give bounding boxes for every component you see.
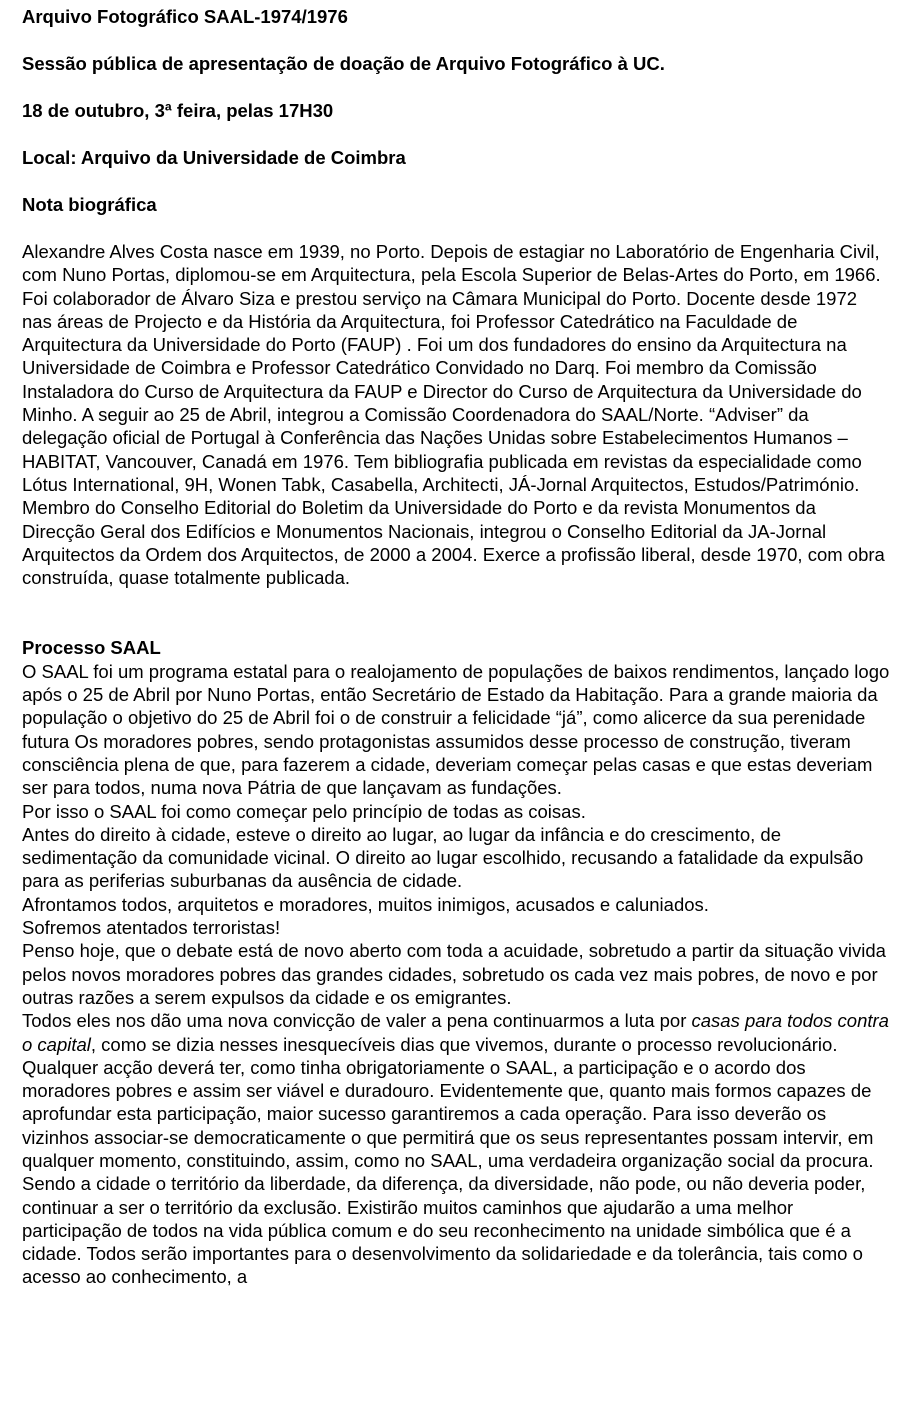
saal-paragraph-8: Qualquer acção deverá ter, como tinha obrigatoriamente o SAAL, a participação e o acordo dos moradores pobres e assim ser viável e duradouro. Evidentemente que, quanto mais formos capazes de aprofundar esta participação, maior sucesso garantiremos a cada operação. Para isso deverão os vizinhos associar-se democraticamente o que permitirá que os seus representantes possam intervir, em qualquer momento, constituindo, assim, como no SAAL, uma verdadeira organização social da procura. bbox=[22, 1056, 874, 1171]
event-date: 18 de outubro, 3ª feira, pelas 17H30 bbox=[22, 100, 334, 121]
saal-paragraph-6: Penso hoje, que o debate está de novo aberto com toda a acuidade, sobretudo a partir da situação vivida pelos novos moradores pobres das grandes cidades, sobretudo os cada vez mais pobres, de novo e por outras razões a serem expulsos da cidade e os emigrantes. bbox=[22, 940, 886, 1008]
bio-paragraph: Alexandre Alves Costa nasce em 1939, no Porto. Depois de estagiar no Laboratório de Engenharia Civil, com Nuno Portas, diplomou-se em Arquitectura, pela Escola Superior de Belas-Artes do Porto, em 1966. Foi colaborador de Álvaro Siza e prestou serviço na Câmara Municipal do Porto. Docente desde 1972 nas áreas de Projecto e da História da Arquitectura, foi Professor Catedrático na Faculdade de Arquitectura da Universidade do Porto (FAUP) . Foi um dos fundadores do ensino da Arquitectura na Universidade de Coimbra e Professor Catedrático Convidado no Darq. Foi membro da Comissão Instaladora do Curso de Arquitectura da FAUP e Director do Curso de Arquitectura da Universidade do Minho. A seguir ao 25 de Abril, integrou a Comissão Coordenadora do SAAL/Norte. “Adviser” da delegação oficial de Portugal à Conferência das Nações Unidas sobre Estabelecimentos Humanos – HABITAT, Vancouver, Canadá em 1976. Tem bibliografia publicada em revistas da especialidade como Lótus International, 9H, Wonen Tabk, Casabella, Architecti, JÁ-Jornal Arquitectos, Estudos/Património. Membro do Conselho Editorial do Boletim da Universidade do Porto e da revista Monumentos da Direcção Geral dos Edifícios e Monumentos Nacionais, integrou o Conselho Editorial da JA-Jornal Arquitectos da Ordem dos Arquitectos, de 2000 a 2004. Exerce a profissão liberal, desde 1970, com obra construída, quase totalmente publicada. bbox=[22, 241, 885, 589]
saal-heading: Processo SAAL bbox=[22, 637, 161, 659]
event-location: Local: Arquivo da Universidade de Coimbra bbox=[22, 147, 406, 168]
session-subtitle: Sessão pública de apresentação de doação de Arquivo Fotográfico à UC. bbox=[22, 53, 665, 74]
section-spacer bbox=[22, 589, 890, 636]
saal-p7-start: Todos eles nos dão uma nova convicção de valer a pena continuarmos a luta por bbox=[22, 1010, 692, 1032]
saal-paragraph-9: Sendo a cidade o território da liberdade, da diferença, da diversidade, não pode, ou não deveria poder, continuar a ser o território da exclusão. Existirão muitos caminhos que ajudarão a uma melhor participação de todos na vida pública comum e do seu reconhecimento na unidade simbólica que é a cidade. Todos serão importantes para o desenvolvimento da solidariedade e da tolerância, tais como o acesso ao conhecimento, a bbox=[22, 1173, 866, 1288]
saal-p7-end: , como se dizia nesses inesquecíveis dias que vivemos, durante o processo revolucionário. bbox=[90, 1033, 838, 1055]
saal-paragraph-7 bbox=[22, 1009, 890, 1056]
saal-paragraph-3: Antes do direito à cidade, esteve o direito ao lugar, ao lugar da infância e do crescimento, de sedimentação da comunidade vicinal. O direito ao lugar escolhido, recusando a fatalidade da expulsão para as periferias suburbanas da ausência de cidade. bbox=[22, 823, 864, 892]
saal-paragraph-1: O SAAL foi um programa estatal para o realojamento de populações de baixos rendimentos, lançado logo após o 25 de Abril por Nuno Portas, então Secretário de Estado da Habitação. Para a grande maioria da população o objetivo do 25 de Abril foi o de construir a felicidade “já”, como alicerce da sua perenidade futura Os moradores pobres, sendo protagonistas assumidos desse processo de construção, tiveram consciência plena de que, para fazerem a cidade, deveriam começar pelas casas e que estas deveriam ser para todos, numa nova Pátria de que lançavam as fundações. bbox=[22, 660, 890, 799]
saal-p7-emphasis: casas para todos contra o capital bbox=[22, 1010, 889, 1055]
saal-paragraph-5: Sofremos atentados terroristas! bbox=[22, 917, 281, 939]
bio-heading: Nota biográfica bbox=[22, 194, 157, 215]
saal-section bbox=[22, 636, 890, 1288]
saal-paragraph-2: Por isso o SAAL foi como começar pelo princípio de todas as coisas. bbox=[22, 800, 586, 822]
bio-section bbox=[22, 240, 890, 589]
saal-paragraph-4: Afrontamos todos, arquitetos e moradores, muitos inimigos, acusados e caluniados. bbox=[22, 893, 709, 915]
document-title: Arquivo Fotográfico SAAL-1974/1976 bbox=[22, 6, 348, 27]
